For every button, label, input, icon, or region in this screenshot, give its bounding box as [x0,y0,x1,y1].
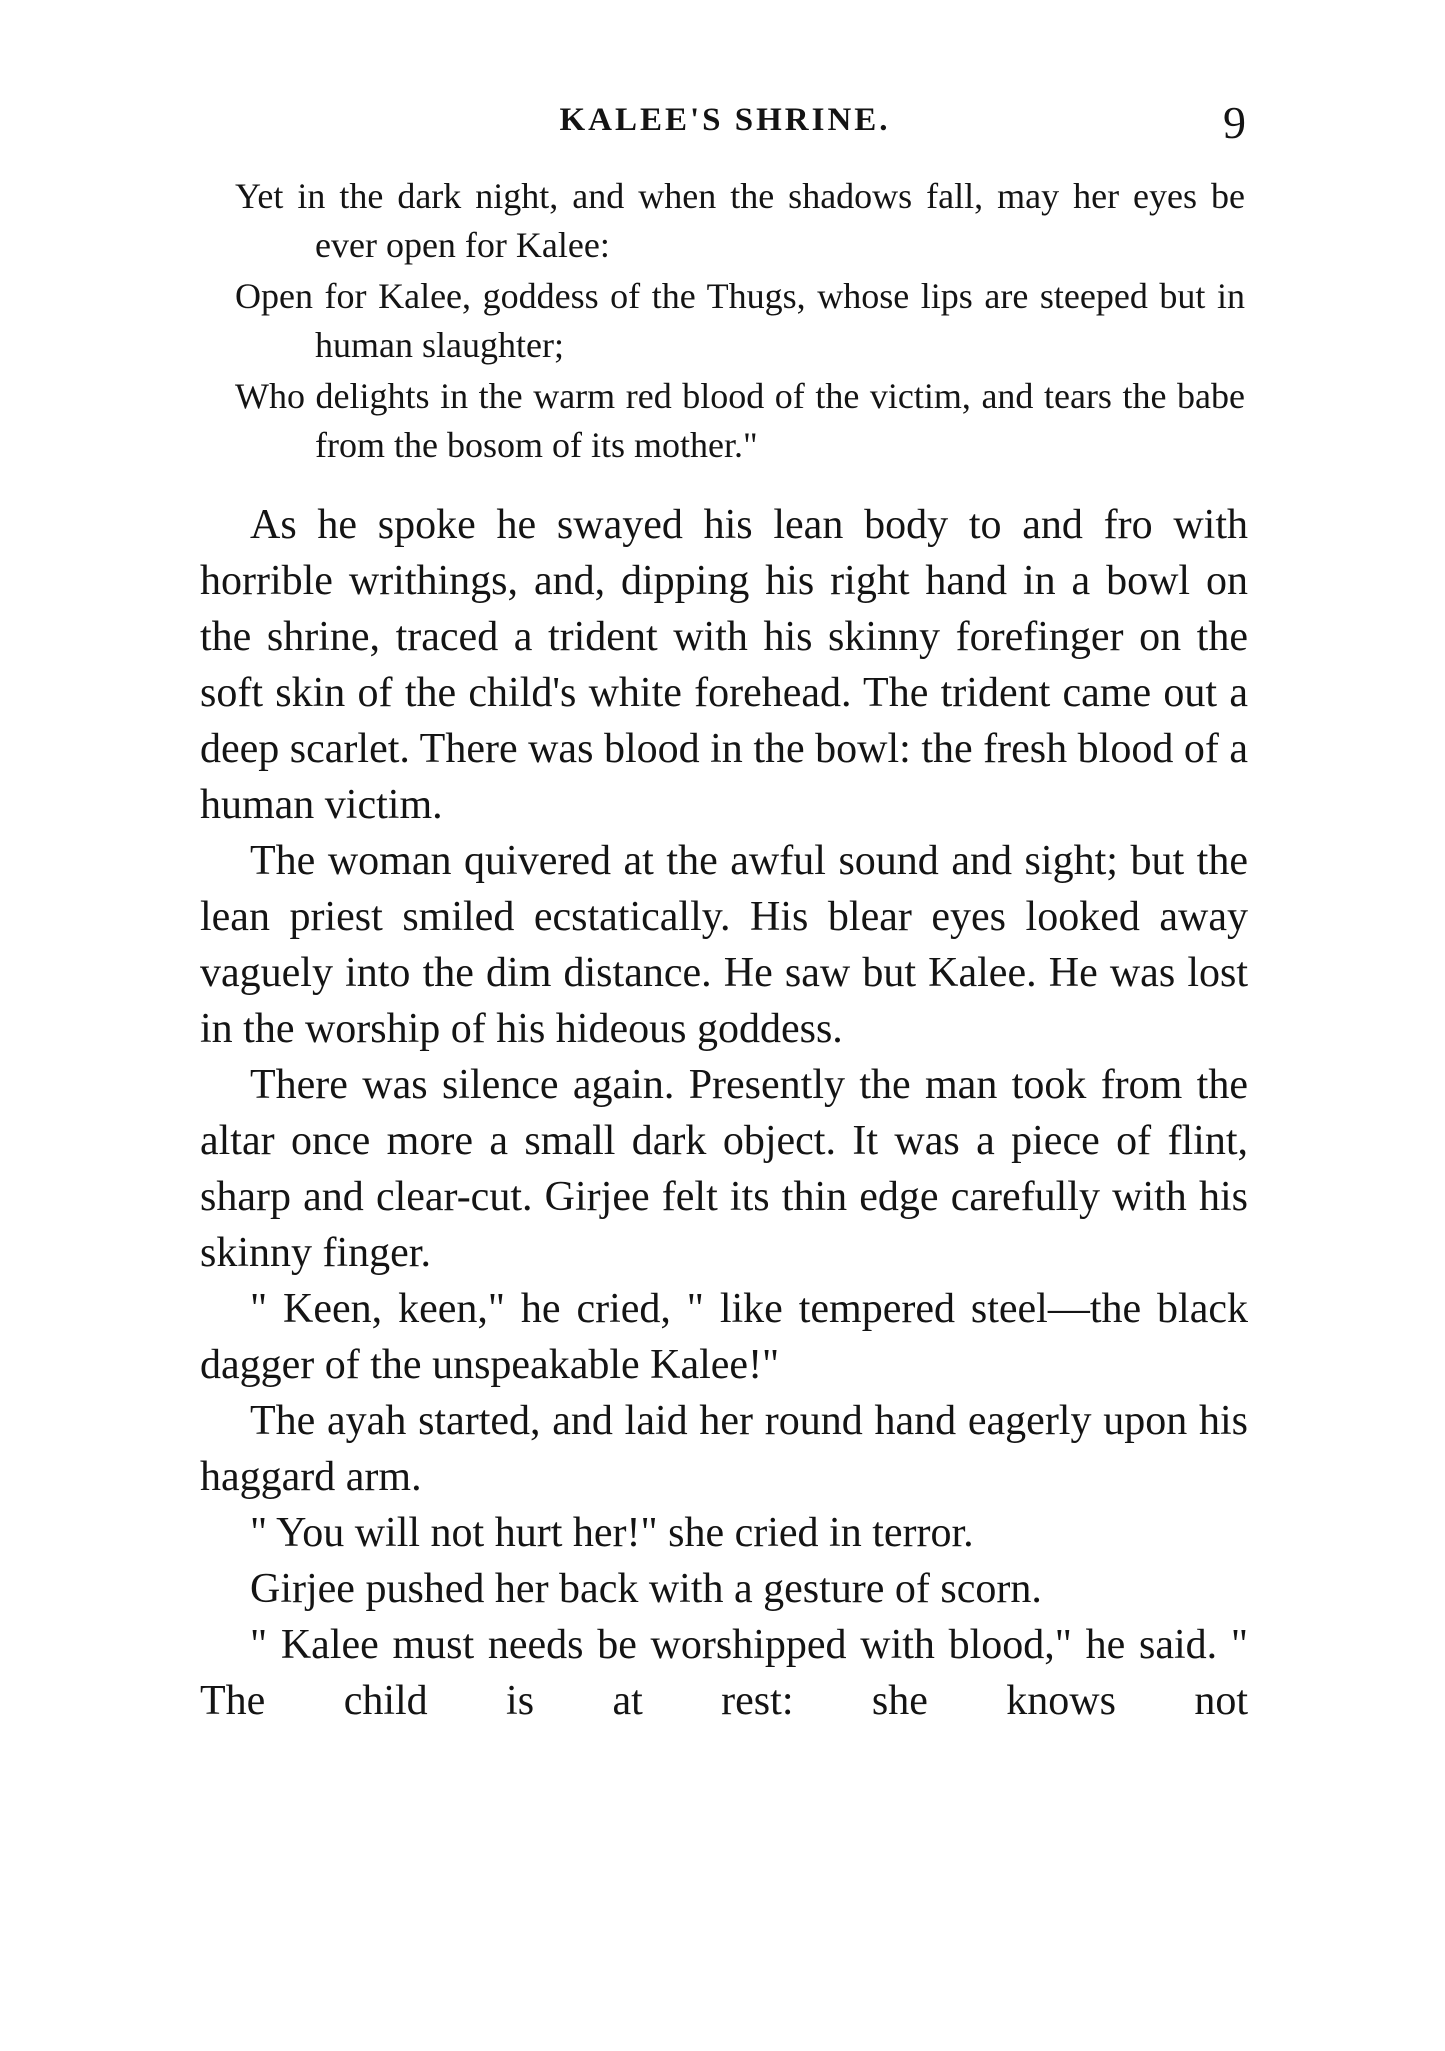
paragraph: Girjee pushed her back with a gesture of scorn. [250,1566,1042,1612]
running-head [200,96,1250,156]
verse-line: Who delights in the warm red blood of the victim, and tears the babe from the bosom of its mother." [235,376,1245,465]
paragraph: " Keen, keen," he cried, " like tempered steel—the black dagger of the unspeakable Kalee!" [200,1286,1248,1388]
paragraph: There was silence again. Presently the man took from the altar once more a small dark object. It was a piece of flint, sharp and clear-cut. Girjee felt its thin edge carefully with his skinny finger. [200,1062,1248,1276]
paragraph: " You will not hurt her!" she cried in terror. [250,1510,974,1556]
paragraph: The ayah started, and laid her round hand eagerly upon his haggard arm. [200,1398,1248,1500]
verse-block [235,172,1245,472]
running-title: KALEE'S SHRINE. [559,102,891,138]
prose-body [200,497,1248,1729]
page-number: 9 [1223,97,1246,148]
paragraph: " Kalee must needs be worshipped with blood," he said. " The child is at rest: she knows not [200,1622,1248,1724]
paragraph: The woman quivered at the awful sound and sight; but the lean priest smiled ecstatically. His blear eyes looked away vaguely into the dim distance. He saw but Kalee. He was lost in the worship of his hideous goddess. [200,838,1248,1052]
verse-line: Open for Kalee, goddess of the Thugs, whose lips are steeped but in human slaughter; [235,276,1245,365]
paragraph: As he spoke he swayed his lean body to and fro with horrible writhings, and, dipping his right hand in a bowl on the shrine, traced a trident with his skinny forefinger on the soft skin of the child's white forehead. The trident came out a deep scarlet. There was blood in the bowl: the fresh blood of a human victim. [200,502,1248,828]
verse-line: Yet in the dark night, and when the shadows fall, may her eyes be ever open for Kalee: [235,176,1245,265]
